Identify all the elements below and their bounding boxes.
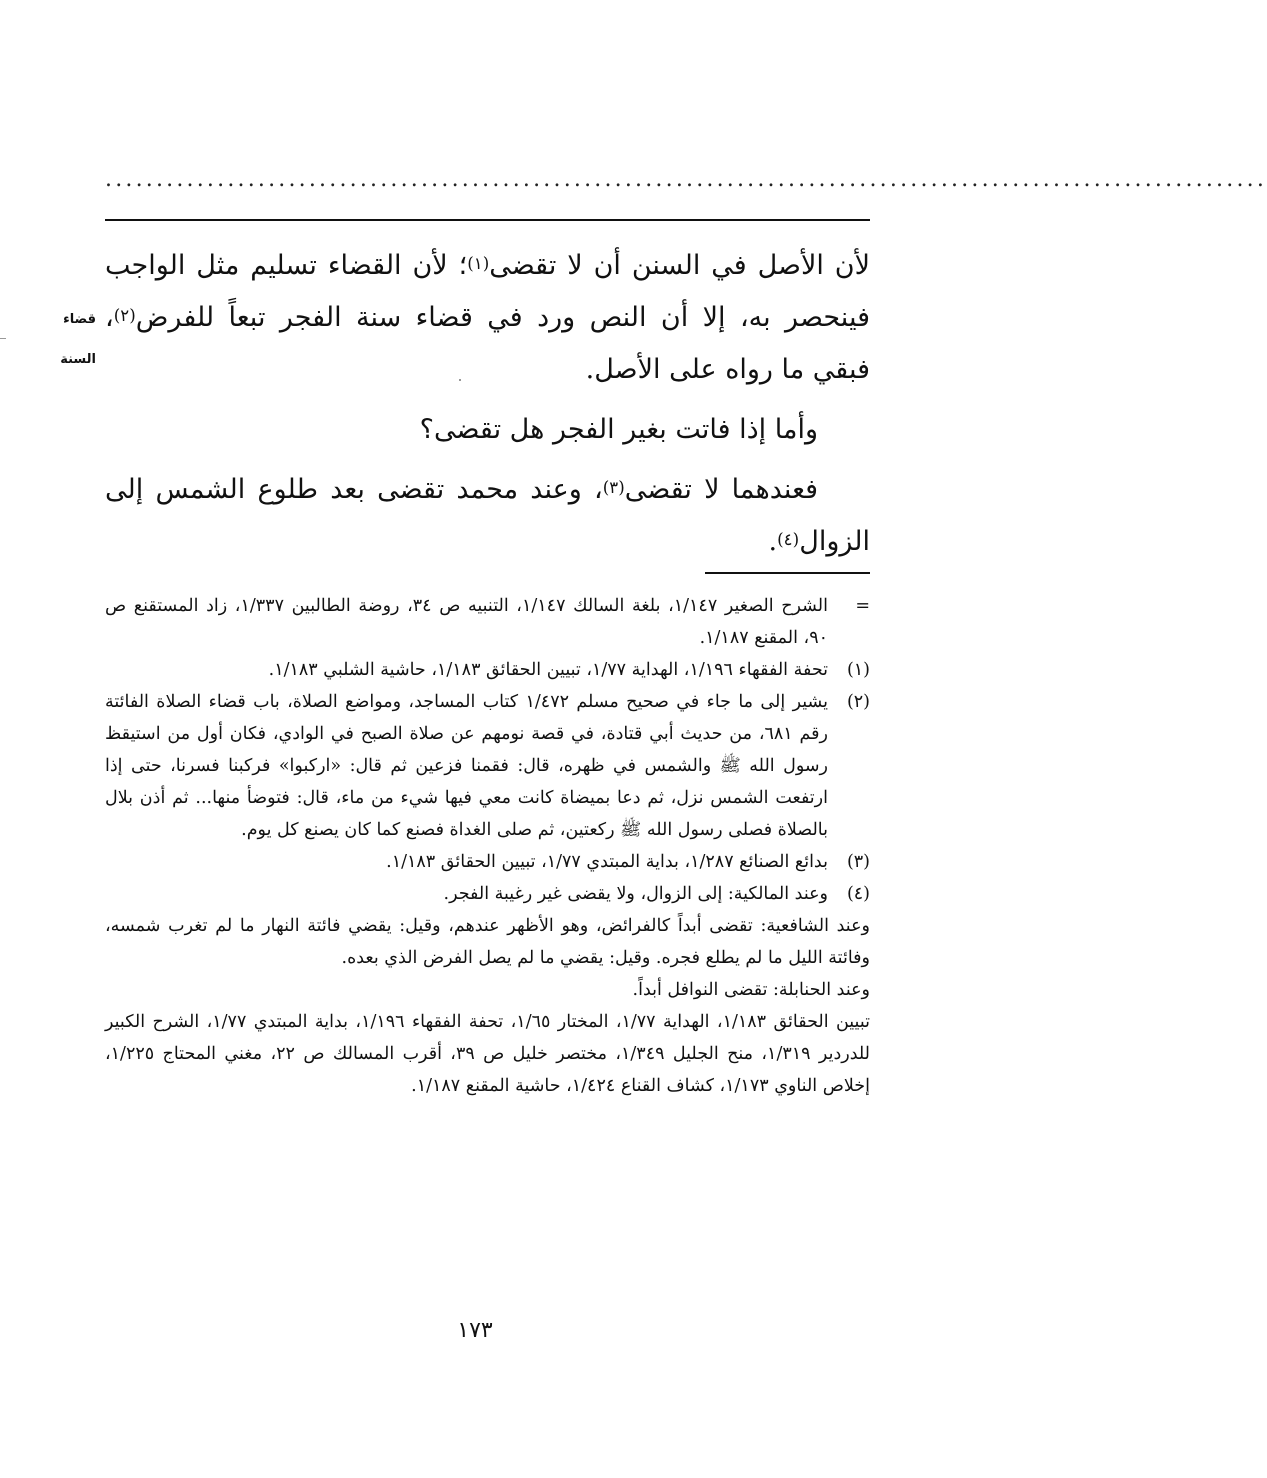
footnote-marker: (٢) <box>846 692 870 712</box>
text-run: ، وعند محمد تقضى بعد طلوع الشمس إلى الزوال <box>105 474 870 557</box>
footnote-ref-3: (٣) <box>602 476 625 497</box>
footnote-marker: = <box>855 596 870 616</box>
header-rule <box>105 219 870 221</box>
footnote-4-hanbali: وعند الحنابلة: تقضى النوافل أبداً. <box>632 980 870 1000</box>
scan-mark <box>0 338 6 339</box>
footnote-continued <box>105 590 870 654</box>
main-paragraph-2: وأما إذا فاتت بغير الفجر هل تقضى؟ <box>419 414 818 445</box>
text-run: لأن الأصل في السنن أن لا تقضى <box>489 250 870 281</box>
margin-note-line-1: قضاء <box>63 312 96 327</box>
footnote-marker: (١) <box>846 660 870 680</box>
footnote-marker: (٤) <box>846 884 870 904</box>
footnote-marker: (٣) <box>846 852 870 872</box>
text-run: ، فبقي ما رواه على الأصل. <box>105 302 870 385</box>
footnote-ref-1: (١) <box>467 252 490 273</box>
footnote-text: بدائع الصنائع ١/٢٨٧، بداية المبتدي ١/٧٧، تبيين الحقائق ١/١٨٣. <box>386 852 828 872</box>
page-number: ١٧٣ <box>457 1318 493 1343</box>
footnote-2 <box>105 686 870 846</box>
footnote-text: وعند المالكية: إلى الزوال، ولا يقضى غير رغيبة الفجر. <box>443 884 828 904</box>
footnote-ref-2: (٢) <box>113 304 136 325</box>
main-paragraph-1 <box>105 240 870 396</box>
footnote-1 <box>105 654 870 686</box>
footnote-4 <box>105 878 870 910</box>
footnote-text: تحفة الفقهاء ١/١٩٦، الهداية ١/٧٧، تبيين الحقائق ١/١٨٣، حاشية الشلبي ١/١٨٣. <box>268 660 828 680</box>
margin-note-line-2: السنة <box>60 352 96 367</box>
footnote-4-sources: تبيين الحقائق ١/١٨٣، الهداية ١/٧٧، المختار ١/٦٥، تحفة الفقهاء ١/١٩٦، بداية المبتدي ١/٧٧، الشرح الكبير للدردير ١/٣١٩، منح الجليل ١/٣٤٩، مختصر خليل ص ٣٩، أقرب المسالك ص ٢٢، مغني المحتاج ١/٢٢٥، إخلاص الناوي ١/١٧٣، كشاف القناع ١/٤٢٤، حاشية المقنع ١/١٨٧. <box>105 1012 871 1096</box>
header-dotted-line: .................................................................................................................. <box>105 167 1267 192</box>
footnote-ref-4: (٤) <box>777 528 800 549</box>
main-paragraph-3 <box>105 464 870 568</box>
margin-note <box>18 300 96 380</box>
footnote-4-shafii: وعند الشافعية: تقضى أبداً كالفرائض، وهو الأظهر عندهم، وقيل: يقضي فائتة النهار ما لم تغرب شمسه، وفائتة الليل ما لم يطلع فجره. وقيل: يقضي ما لم يصل الفرض الذي بعده. <box>105 916 870 968</box>
main-text <box>105 240 870 568</box>
footnote-text: يشير إلى ما جاء في صحيح مسلم ١/٤٧٢ كتاب المساجد، ومواضع الصلاة، باب قضاء الصلاة الفائتة رقم ٦٨١، من حديث أبي قتادة، في قصة نومهم عن صلاة الصبح في الوادي، فكان أول من استيقظ رسول الله ﷺ والشمس في ظهره، قال: فقمنا فزعين ثم قال: «اركبوا» فركبنا فسرنا، حتى إذا ارتفعت الشمس نزل، ثم دعا بميضاة كانت معي فيها شيء من ماء، قال: فتوضأ منها... ثم أذن بلال بالصلاة فصلى رسول الله ﷺ ركعتين، ثم صلى الغداة فصنع كما كان يصنع كل يوم. <box>105 692 828 840</box>
footnote-3 <box>105 846 870 878</box>
footnote-separator <box>705 572 870 574</box>
text-run: ؛ لأن القضاء تسليم مثل الواجب فينحصر به، إلا أن النص ورد في قضاء سنة الفجر تبعاً للفرض <box>105 250 870 333</box>
footnotes <box>105 590 870 1102</box>
text-run: . <box>768 526 778 557</box>
text-run: فعندهما لا تقضى <box>624 474 819 505</box>
footnote-text: الشرح الصغير ١/١٤٧، بلغة السالك ١/١٤٧، التنبيه ص ٣٤، روضة الطالبين ١/٣٣٧، زاد المستقنع ص ٩٠، المقنع ١/١٨٧. <box>105 596 828 648</box>
